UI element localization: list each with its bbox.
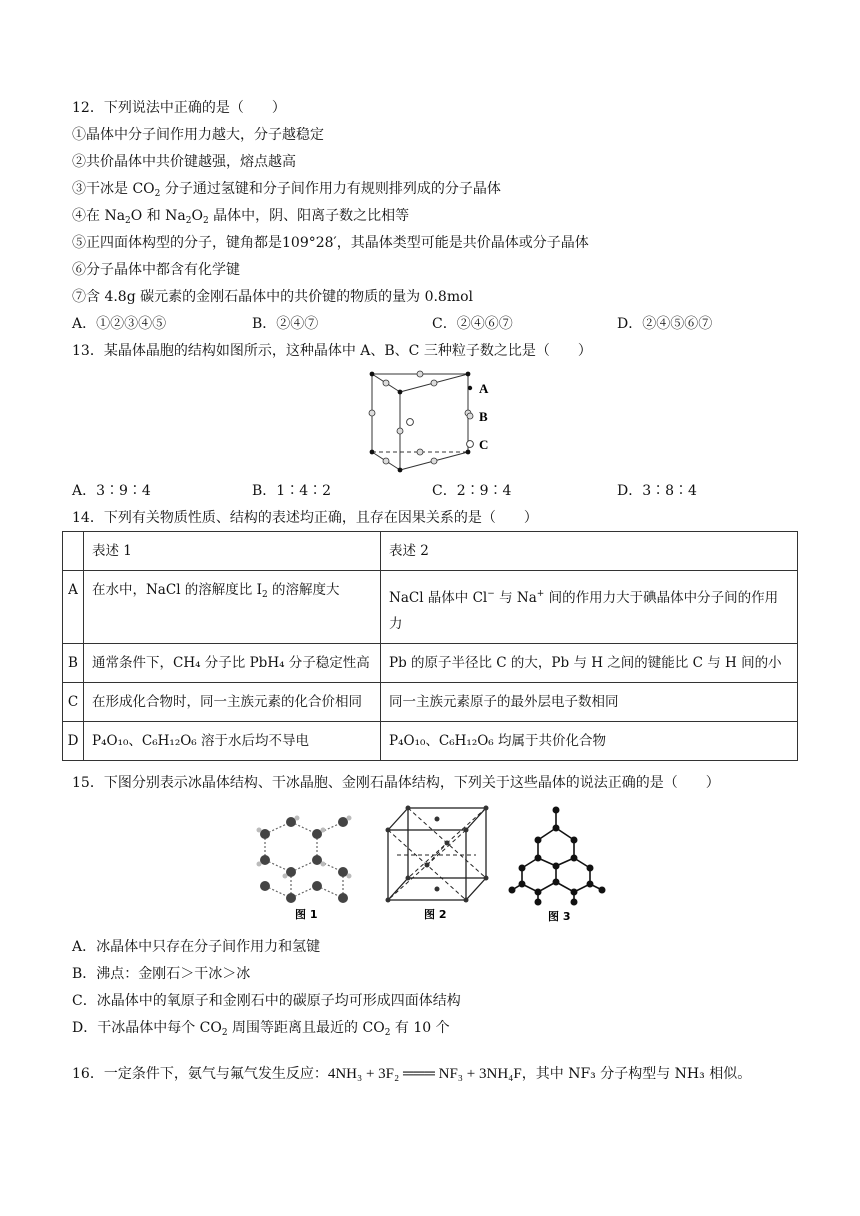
- q13-atoms-b: [369, 371, 471, 464]
- q13-option-c: C．2∶9∶4: [432, 483, 512, 499]
- q12-statement-6: ⑥分子晶体中都含有化学键: [72, 262, 240, 278]
- legend-c-dot: [467, 441, 474, 448]
- q12-stem: 12．下列说法中正确的是（ ）: [72, 100, 286, 116]
- figure-label-1: 图 1: [295, 908, 318, 921]
- row-statement-1: 在形成化合物时，同一主族元素的化合价相同: [84, 683, 381, 722]
- text: O 和 Na: [130, 208, 186, 224]
- text: NaCl 晶体中 Cl: [389, 590, 488, 606]
- subscript: 2: [221, 1028, 228, 1038]
- q13-crystal-cell-figure: [360, 364, 510, 478]
- header-statement-2: 表述 2: [381, 532, 798, 571]
- subscript: 2: [384, 1028, 391, 1038]
- text: 16．一定条件下，氨气与氟气发生反应：: [72, 1066, 328, 1082]
- row-statement-1: P₄O₁₀、C₆H₁₂O₆ 溶于水后均不导电: [84, 722, 381, 761]
- text: 与 Na: [494, 590, 537, 606]
- q12-option-d: D．②④⑤⑥⑦: [617, 316, 713, 332]
- q15-stem: 15．下图分别表示冰晶体结构、干冰晶胞、金刚石晶体结构，下列关于这些晶体的说法正确的是（ ）: [72, 775, 720, 791]
- q12-option-c: C．②④⑥⑦: [432, 316, 513, 332]
- text: 分子通过氢键和分子间作用力有规则排列成的分子晶体: [160, 181, 501, 197]
- table-row: [63, 683, 798, 722]
- table-row: [63, 644, 798, 683]
- q12-option-a: A．①②③④⑤: [72, 316, 167, 332]
- q16-stem: [72, 1064, 751, 1084]
- row-statement-2: [381, 571, 798, 644]
- row-statement-2: 同一主族元素原子的最外层电子数相同: [381, 683, 798, 722]
- text: 间的作用力大于碘晶体中分子间的作用力: [389, 590, 779, 632]
- ice-structure-figure: [255, 806, 365, 922]
- q13-option-d: D．3∶8∶4: [617, 483, 697, 499]
- subscript: 2: [185, 216, 192, 226]
- text: ③干冰是 CO: [72, 181, 155, 197]
- figure-label-2: 图 2: [424, 908, 447, 921]
- subscript: 2: [154, 189, 161, 199]
- table-cell: [63, 532, 84, 571]
- superscript: −: [487, 589, 495, 599]
- legend-c-label: C: [479, 437, 489, 452]
- row-statement-1: [84, 571, 381, 644]
- q12-statement-3: [72, 179, 501, 199]
- q14-stem: 14．下列有关物质性质、结构的表述均正确，且存在因果关系的是（ ）: [72, 510, 538, 526]
- q13-option-b: B．1∶4∶2: [252, 483, 332, 499]
- row-statement-2: Pb 的原子半径比 C 的大，Pb 与 H 之间的键能比 C 与 H 间的小: [381, 644, 798, 683]
- q12-statement-1: ①晶体中分子间作用力越大，分子越稳定: [72, 127, 324, 143]
- reaction-equation: 4NH₃ + 3F₂ ═══ NF₃ + 3NH₄F: [327, 1066, 522, 1082]
- q12-statement-4: [72, 206, 409, 226]
- text: O: [191, 208, 203, 224]
- q15-option-d: [72, 1018, 450, 1038]
- row-key: D: [63, 722, 84, 761]
- text: ，其中 NF₃ 分子构型与 NH₃ 相似。: [521, 1066, 752, 1082]
- q15-option-c: C．冰晶体中的氧原子和金刚石中的碳原子均可形成四面体结构: [72, 993, 461, 1009]
- legend-b-label: B: [479, 409, 488, 424]
- subscript: 2: [202, 216, 209, 226]
- q14-table: [62, 531, 798, 761]
- header-statement-1: 表述 1: [84, 532, 381, 571]
- text: 的溶解度大: [267, 582, 340, 598]
- q15-option-b: B．沸点：金刚石＞干冰＞冰: [72, 966, 251, 982]
- q12-statement-5: ⑤正四面体构型的分子，键角都是109°28′，其晶体类型可能是共价晶体或分子晶体: [72, 235, 589, 251]
- text: ④在 Na: [72, 208, 126, 224]
- legend-a-dot: [468, 386, 472, 390]
- figure-label-3: 图 3: [548, 910, 571, 922]
- q12-statement-2: ②共价晶体中共价键越强，熔点越高: [72, 154, 296, 170]
- text: 有 10 个: [390, 1020, 450, 1036]
- table-row: [63, 571, 798, 644]
- table-header-row: [63, 532, 798, 571]
- text: 在水中，NaCl 的溶解度比 I: [92, 582, 262, 598]
- row-statement-1: 通常条件下，CH₄ 分子比 PbH₄ 分子稳定性高: [84, 644, 381, 683]
- q13-atoms-c: [407, 419, 414, 426]
- q12-option-b: B．②④⑦: [252, 316, 319, 332]
- q13-stem: 13．某晶体晶胞的结构如图所示，这种晶体中 A、B、C 三种粒子数之比是（ ）: [72, 343, 592, 359]
- row-statement-2: P₄O₁₀、C₆H₁₂O₆ 均属于共价化合物: [381, 722, 798, 761]
- row-key: B: [63, 644, 84, 683]
- q12-statement-7: ⑦含 4.8g 碳元素的金刚石晶体中的共价键的物质的量为 0.8mol: [72, 289, 474, 305]
- legend-a-label: A: [479, 381, 489, 396]
- superscript: +: [536, 589, 545, 599]
- row-key: A: [63, 571, 84, 644]
- q13-option-a: A．3∶9∶4: [72, 483, 151, 499]
- subscript: 2: [125, 216, 131, 226]
- text: 周围等距离且最近的 CO: [227, 1020, 385, 1036]
- legend-b-dot: [467, 413, 473, 419]
- table-row: [63, 722, 798, 761]
- diamond-structure-figure: [508, 802, 608, 922]
- q15-option-a: A．冰晶体中只存在分子间作用力和氢键: [72, 939, 321, 955]
- subscript: 2: [261, 590, 268, 600]
- text: D．干冰晶体中每个 CO: [72, 1020, 222, 1036]
- text: 晶体中，阴、阳离子数之比相等: [208, 208, 410, 224]
- row-key: C: [63, 683, 84, 722]
- dry-ice-cell-figure: [380, 800, 495, 922]
